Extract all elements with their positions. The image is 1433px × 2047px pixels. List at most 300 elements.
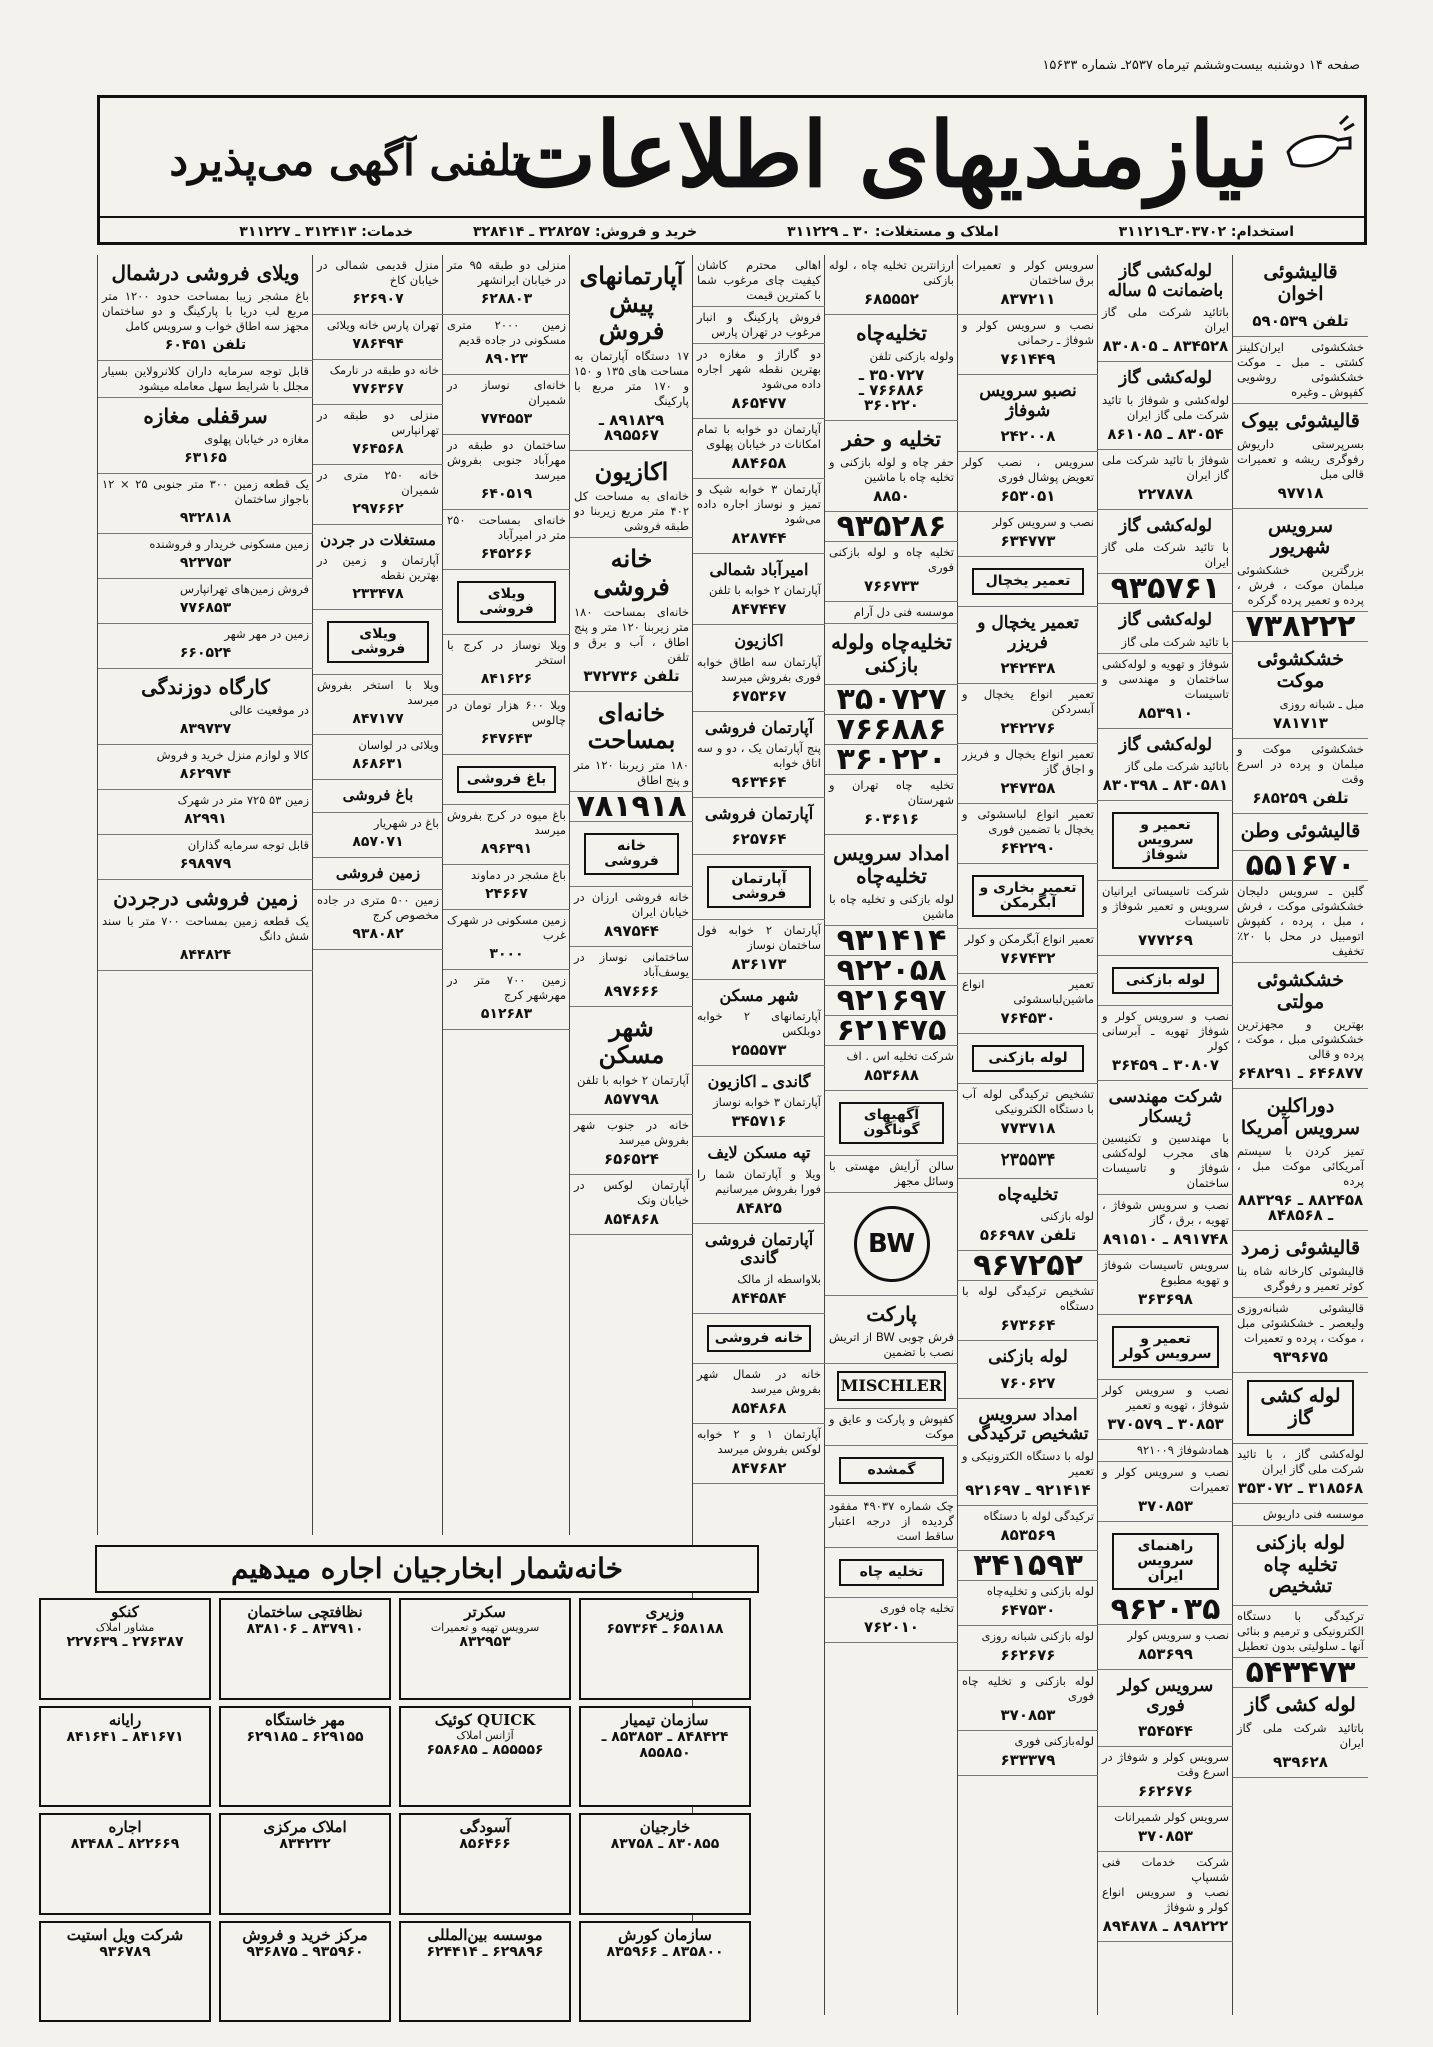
classified-ad [825, 1409, 958, 1446]
ad-phone: ۳۴۵۷۱۶ [731, 1112, 787, 1131]
ad-text: آپارتمان ۲ خوابه با تلفن [709, 583, 821, 598]
ad-headline: قالیشوئی زمرد [1240, 1237, 1361, 1260]
ad-phone: ۶۴۶۸۷۷ ـ ۶۴۸۲۹۱ [1237, 1064, 1364, 1083]
classified-ad [693, 855, 825, 920]
section-heading-box: تعمیر یخچال [972, 568, 1084, 595]
page-folio: صفحه ۱۴ دوشنبه بیست‌وششم تیرماه ۲۵۳۷ـ شماره ۱۵۶۳۳ [1042, 58, 1360, 73]
ad-headline: سرویس شهریور [1267, 514, 1334, 559]
classified-ad [1098, 1625, 1233, 1670]
ad-headline: تپه مسکن لایف [707, 1143, 811, 1163]
ad-phone: ۵۵۱۶۷۰ [1245, 847, 1356, 883]
ad-phone: تلفن ۶۰۴۵۱ [164, 337, 247, 353]
ad-phone: ۸۳۶۱۷۳ [731, 954, 787, 973]
ad-text: تعمیر انواع یخچال و آبسردکن [962, 687, 1094, 717]
ad-text: ساختمانی نوساز در یوسف‌آباد [574, 949, 689, 979]
classified-ad [825, 315, 958, 421]
ad-phone: ۲۵۵۵۷۳ [731, 1040, 787, 1059]
ad-text: لوله بازکنی و تخلیه چاه فوری [962, 1673, 1094, 1703]
display-ad-title: QUICK کوئیک [434, 1710, 536, 1729]
ad-headline: امداد سرویس تشخیص ترکیدگی [967, 1404, 1089, 1445]
classified-ad [693, 1137, 825, 1223]
ad-phone: ۲۴۲۰۰۸ [1000, 427, 1056, 446]
ad-text: باغ میوه در کرج بفروش میرسد [447, 808, 566, 837]
ad-headline: آپارتمان فروشی [704, 804, 814, 824]
ad-phone: ۶۶۲۶۷۶ [1138, 1782, 1193, 1801]
ad-text: لوله‌کشی و شوفاژ با تائید شرکت ملی گاز ایران [1102, 392, 1229, 422]
ad-text: تهران پارس خانه ویلائی [326, 318, 439, 332]
display-ad-phone: ۶۵۸۱۸۸ ـ ۶۵۷۳۶۴ [606, 1621, 724, 1637]
ad-phone: ۷۶۱۴۴۹ [1000, 350, 1056, 368]
classified-ad [98, 669, 313, 745]
section-heading-box: خانه فروشی [584, 833, 679, 875]
ad-text: منزلی دو طبقه در تهرانپارس [317, 408, 439, 437]
ad-text: زمین ۲۰۰۰ متری مسکونی در جاده قدیم [447, 318, 566, 347]
display-ad-title: سازمان تیمیار [621, 1710, 709, 1729]
ad-phone: ۸۶۵۴۷۷ [731, 394, 787, 412]
classified-ad [443, 970, 570, 1030]
display-ad [39, 1706, 211, 1808]
ad-headline: زمین فروشی [335, 863, 421, 882]
ad-text: قابل توجه سرمایه گذاران [187, 838, 309, 852]
classified-ad [443, 635, 570, 695]
ad-phone: ۸۶۲۹۷۴ [179, 766, 232, 782]
ad-phone: ۹۳۲۸۱۸ [179, 510, 232, 526]
ad-text: باغ مشجر زیبا بمساحت حدود ۱۲۰۰ متر مربع لب دریا با پارکینگ و دو ساختمان مجهز سه اطاق خواب و سرویس کامل [102, 289, 309, 333]
display-ad-phone: ۸۳۰۸۵۵ ـ ۸۳۷۵۸ [610, 1836, 720, 1852]
ad-phone: ۶۲۱۴۷۵ [836, 1013, 947, 1048]
display-ad [579, 1921, 751, 2023]
ad-phone: ۸۳۹۷۳۷ [179, 721, 232, 737]
column-9 [97, 255, 313, 1535]
display-ad-phone: ۹۳۶۷۸۹ [99, 1943, 151, 1960]
ad-text: مبل ـ شبانه روزی [1279, 696, 1364, 711]
classified-ad [1233, 847, 1368, 883]
ad-phone: ۸۸۵۰ [873, 487, 910, 505]
ad-phone: ۶۷۳۶۶۴ [1000, 1316, 1056, 1335]
ad-phone: ۳۷۰۸۵۳ [1138, 1497, 1193, 1516]
display-ad-title: موسسه بین‌المللی [427, 1925, 543, 1944]
ad-phone: ۳۴۱۵۹۳ [973, 1547, 1083, 1583]
classified-ad [1233, 509, 1368, 613]
classified-ad [1098, 510, 1233, 575]
classified-ad [1233, 1655, 1368, 1691]
ad-phone: ۳۰۸۰۷ ـ ۳۶۴۵۹ [1111, 1056, 1220, 1075]
ad-text: در موقعیت عالی [229, 703, 309, 717]
ad-text: تخلیه چاه فوری [879, 1601, 954, 1616]
classified-ad [570, 692, 693, 792]
ad-text: نصب و سرویس انواع کولر و شوفاژ [1102, 1885, 1229, 1915]
display-ad [399, 1813, 571, 1915]
classified-ad [1098, 1380, 1233, 1440]
ad-headline: باغ فروشی [342, 786, 414, 805]
display-ad-text: سرویس تهیه و تعمیرات [430, 1621, 540, 1634]
display-ad-phone: ۸۴۱۶۷۱ ـ ۸۴۱۶۴۱ [66, 1728, 184, 1745]
classified-ad [443, 315, 570, 375]
classified-ad [1098, 729, 1233, 802]
classified-ad [1098, 1670, 1233, 1747]
ad-text: آپارتمان لوکس در خیابان ونک [574, 1177, 689, 1207]
ad-headline: تخلیه‌چاه [997, 1184, 1059, 1205]
column-7 [442, 255, 570, 1535]
ad-phone: ۷۷۶۳۶۷ [352, 381, 404, 397]
display-ad [399, 1598, 571, 1700]
classified-ad [958, 1034, 1098, 1084]
classified-ad [825, 1091, 958, 1156]
ad-headline: لوله بازکنی [988, 1347, 1068, 1368]
ad-phone: ۸۴۷۶۸۲ [731, 1458, 787, 1477]
classified-ad [693, 554, 825, 625]
ad-text: زمین ۵۳ ۷۲۵ متر در شهرک [177, 793, 309, 807]
ad-phone: ۳۷۰۸۵۳ [1000, 1705, 1056, 1724]
ad-text: آپارتمان ۲ خوابه با تلفن [577, 1072, 689, 1087]
ad-headline: امیرآباد شمالی [709, 560, 809, 579]
ad-text: باغ در شهریار [373, 815, 439, 830]
display-ad-title: شرکت ویل استیت [66, 1925, 184, 1944]
classified-ad [1233, 814, 1368, 851]
display-ad-title: مرکز خرید و فروش [242, 1925, 368, 1944]
ad-text: آپارتمان ۱ و ۲ خوابه لوکس بفروش میرسد [697, 1426, 821, 1456]
ad-headline: گاندی ـ اکازیون [707, 1071, 811, 1091]
ad-text: شوفاژ و تهویه و لوله‌کشی ساختمان و مهندسی و تاسیسات [1102, 656, 1229, 701]
ad-text: ویلا ۶۰۰ هزار تومان در چالوس [447, 698, 566, 727]
classified-ad [1098, 1440, 1233, 1462]
section-heading-box: ویلای فروشی [327, 621, 429, 663]
ad-text: باتائید شرکت ملی گاز ایران [1102, 305, 1229, 335]
classified-ad [1098, 1807, 1233, 1852]
classified-ad [693, 419, 825, 479]
classified-ad [443, 865, 570, 910]
display-ad-phone: ۸۵۵۵۵۶ ـ ۶۵۸۶۸۵ [426, 1741, 544, 1758]
classified-ad [825, 923, 958, 958]
ad-text: تشخیص ترکیدگی لوله آب با دستگاه الکترونیکی [962, 1087, 1094, 1117]
classified-ad [98, 790, 313, 835]
ad-phone: ۷۶۴۵۶۸ [352, 441, 404, 457]
display-ad [219, 1921, 391, 2023]
ad-headline: مستغلات در جردن [320, 531, 436, 549]
classified-ad [570, 887, 693, 947]
classified-ad [1098, 1852, 1233, 1942]
ad-phone: ۶۵۶۵۲۴ [604, 1149, 659, 1168]
ad-phone: ۳۶۰۲۲۰ [836, 742, 947, 777]
ad-headline: لوله بازکنی تخلیه چاه تشخیص [1255, 1531, 1346, 1598]
display-ad-title: نظافتچی ساختمان [247, 1603, 363, 1621]
ad-text: با تائید شرکت ملی گاز ایران [1102, 540, 1229, 570]
ad-text: زمین ۵۰۰ متری در جاده مخصوص کرج [317, 892, 439, 922]
section-heading-box: آپارتمان فروشی [707, 866, 811, 908]
ad-text: ویلا نوساز در کرج با استخر [447, 638, 566, 667]
pointing-hand-icon [1278, 112, 1358, 192]
display-ad-phone: ۲۷۶۳۸۷ ـ ۲۲۷۶۳۹ [66, 1634, 184, 1650]
classified-ad [825, 742, 958, 777]
classified-ad [958, 1144, 1098, 1179]
display-ad [39, 1921, 211, 2023]
classified-ad [693, 1424, 825, 1484]
ad-text: سرویس کولر و تعمیرات برق ساختمان [962, 258, 1094, 287]
ad-phone: ۵۱۲۶۸۳ [480, 1006, 533, 1022]
ad-text: یک قطعه زمین بمساحت ۷۰۰ متر با سند شش دانگ [102, 914, 309, 943]
classified-ad [98, 624, 313, 669]
classified-ad [693, 712, 825, 798]
classified-ad [958, 1671, 1098, 1731]
ad-phone: ۸۹۱۷۴۸ ـ ۸۹۱۵۱۰ [1102, 1230, 1229, 1249]
classified-ad [958, 512, 1098, 557]
ad-text: حفر چاه و لوله بازکنی و تخلیه چاه با ماشین [829, 455, 954, 484]
ad-text: لوله بازکنی شبانه روزی [981, 1628, 1094, 1643]
ad-phone: ۸۸۲۴۵۸ ـ ۸۸۳۲۹۶ ـ ۸۴۸۵۶۸ [1237, 1191, 1364, 1225]
ad-phone: ۶۴۰۵۱۹ [480, 486, 533, 502]
ad-phone: ۲۳۳۴۷۸ [352, 586, 404, 603]
display-ad [219, 1598, 391, 1700]
classified-ad [958, 929, 1098, 974]
ad-text: شرکت تخلیه اس . اف [846, 1049, 954, 1063]
classified-ad [693, 344, 825, 419]
classified-ad [958, 315, 1098, 375]
ad-text: آپارتمانهای ۲ خوابه دوبلکس [697, 1008, 821, 1038]
ad-phone: ۹۲۳۷۵۳ [179, 555, 232, 571]
ad-phone: ۷۶۰۶۲۷ [1000, 1373, 1056, 1392]
ad-text: ویلا و آپارتمان شما را فورا بفروش میرسانیم [697, 1166, 821, 1196]
ad-headline: تخلیه‌چاه [856, 321, 927, 345]
classified-ad [443, 910, 570, 970]
classified-ad [570, 1175, 693, 1235]
classified-ad [98, 361, 313, 398]
section-heading-box: لوله بازکنی [1112, 967, 1219, 994]
phone-realestate: املاک و مستغلات: ۳۰ ـ ۳۱۱۲۲۹ [787, 224, 999, 240]
classified-ad [1233, 1504, 1368, 1526]
classified-ad [98, 579, 313, 624]
ad-text: ویلائی در لواسان [358, 738, 439, 753]
classified-ad [313, 525, 443, 610]
ad-phone: تلفن ۳۷۲۷۳۶ [583, 666, 680, 685]
classified-ad [1098, 450, 1233, 510]
ad-phone: ۸۴۴۵۸۴ [731, 1288, 787, 1307]
ad-phone: ۷۷۳۷۱۸ [1000, 1119, 1056, 1138]
ad-text: خانه دو طبقه در نارمک [329, 363, 439, 377]
ad-phone: ۶۷۵۳۶۷ [731, 686, 787, 705]
classified-ad [98, 255, 313, 361]
ad-text: یک قطعه زمین ۳۰۰ متر جنوبی ۲۵ × ۱۲ باجواز ساختمان [102, 477, 309, 506]
ad-text: ۱۷ دستگاه آپارتمان به مساحت های ۱۳۵ و ۱۵۰ و ۱۷۰ متر مربع با پارکینگ [574, 348, 689, 408]
classified-ad [825, 712, 958, 747]
ad-phone: ۸۳۰۵۸۱ ـ ۸۳۰۳۹۸ [1102, 776, 1229, 795]
display-ad-phone: ۸۳۷۹۱۰ ـ ۸۳۸۱۰۶ [246, 1621, 364, 1637]
ad-text: لوله بازکنی و تخلیه چاه با ماشین [829, 892, 954, 921]
classified-ad [1098, 956, 1233, 1006]
ad-phone: ۸۳۷۲۱۱ [1000, 290, 1056, 308]
classified-ad [693, 307, 825, 344]
ad-headline: پارکت [866, 1302, 917, 1326]
display-ad [399, 1921, 571, 2023]
ad-text: لوله بازکنی [1040, 1209, 1094, 1224]
ad-text: خانه‌ای بمساحت ۱۸۰ متر زیربنا ۱۲۰ متر و پنج اطاق ، آب و برق و تلفن [574, 604, 690, 664]
ad-phone: ۲۲۷۸۷۸ [1138, 484, 1193, 503]
ad-phone: ۲۴۷۳۵۸ [1000, 779, 1056, 798]
display-ad-phone: ۶۲۹۱۵۵ ـ ۶۲۹۱۸۵ [246, 1728, 364, 1745]
display-ad-title: رایانه [108, 1710, 142, 1729]
display-ad [219, 1813, 391, 1915]
ad-headline: قالیشوئی وطن [1240, 819, 1361, 842]
ad-text: تشخیص ترکیدگی لوله با دستگاه [962, 1284, 1094, 1314]
ad-headline: کارگاه دوزندگی [141, 675, 270, 699]
ad-phone: ۸۴۷۴۴۷ [731, 600, 787, 619]
classified-ad [825, 983, 958, 1018]
classified-ad [1233, 1444, 1368, 1504]
classified-ad [825, 953, 958, 988]
ad-phone: ۹۶۷۲۵۲ [973, 1248, 1083, 1284]
classified-ad [693, 1314, 825, 1364]
ad-headline: خشکشوئی مولتی [1256, 968, 1345, 1013]
display-ad [579, 1813, 751, 1915]
ad-phone: ۸۹۶۳۹۱ [480, 841, 533, 857]
ad-text: موسسه فنی دل آرام [853, 605, 954, 619]
ad-headline: سرویس کولر فوری [1117, 1676, 1214, 1716]
display-ad-phone: ۸۴۸۴۲۴ ـ ۸۵۳۸۵۳ ـ ۸۵۵۸۵۰ [601, 1728, 729, 1761]
ad-text: خانه‌ای به مساحت کل ۴۰۲ متر مربع زیربنا دو طبقه فروشی [574, 489, 689, 534]
ad-text: سرویس کولر شمیرانات [1114, 1810, 1229, 1825]
classified-ad [443, 570, 570, 635]
classified-ad [570, 1007, 693, 1115]
classified-ad [825, 602, 958, 624]
classified-ad [825, 1496, 958, 1548]
classified-ad [958, 1547, 1098, 1583]
ad-text: سالن آرایش مهستی با وسائل مجهز [829, 1159, 954, 1188]
ad-text: بسرپرستی داریوش رفوگری ریشه و تعمیرات قالی مبل [1237, 436, 1364, 481]
classified-ad [443, 435, 570, 510]
classified-ad [825, 421, 958, 512]
classified-ad [1233, 642, 1368, 739]
ad-text: خانه‌ای نوساز در شمیران [447, 378, 566, 407]
classified-ad [825, 1296, 958, 1364]
ad-headline: اکازیون [594, 456, 669, 486]
classified-ad [958, 1084, 1098, 1144]
classified-ad [313, 610, 443, 675]
ad-phone: ۵۴۳۴۷۳ [1245, 1655, 1356, 1691]
classified-ad [1098, 881, 1233, 956]
ad-text: با مهندسین و تکنیسین های مجرب لوله‌کشی شوفاژ و تاسیسات ساختمان [1102, 1131, 1229, 1191]
ad-text: خانه در جنوب شهر بفروش میرسد [574, 1117, 689, 1147]
ad-phone: ۶۶۲۶۷۶ [1000, 1645, 1056, 1664]
ad-phone: ۶۰۳۶۱۶ [864, 810, 919, 828]
classified-ad [693, 625, 825, 711]
ad-phone: ۷۶۴۵۳۰ [1000, 1009, 1056, 1028]
ad-text: موسسه فنی داریوش [1262, 1506, 1364, 1521]
ad-text: سرویس ، نصب کولر تعویض پوشال فوری [962, 455, 1094, 485]
ad-text: نصب و سرویس کولر [1127, 1628, 1229, 1643]
section-heading-box: راهنمای سرویس ایران [1112, 1533, 1219, 1590]
ad-headline: اکازیون [734, 631, 784, 651]
ad-text: تعمیر انواع آبگرمکن و کولر [964, 932, 1094, 947]
ad-phone: ۸۹۱۸۲۹ ـ ۸۹۵۵۶۷ [598, 410, 665, 444]
ad-phone: ۹۲۱۶۹۷ [836, 983, 947, 1018]
ad-phone: ۸۴۱۶۲۶ [480, 671, 533, 687]
classified-ad [570, 822, 693, 887]
classified-ad [958, 864, 1098, 929]
ad-headline: لوله‌کشی گاز باضمانت ۵ ساله [1107, 261, 1224, 301]
ad-headline: قالیشوئی اخوان [1263, 261, 1338, 305]
ad-text: دو گاراژ و مغازه در بهترین نقطه شهر اجاره داده می‌شود [697, 347, 821, 391]
column-2 [1097, 255, 1233, 2015]
ad-phone: ۷۸۱۹۱۸ [576, 788, 687, 824]
ad-text: ولوله بازکنی تلفن [869, 349, 954, 363]
ad-phone: ۷۳۸۲۲۲ [1245, 609, 1356, 645]
ad-phone: ۸۸۴۶۵۸ [731, 454, 787, 472]
classified-ad [1098, 1522, 1233, 1628]
ad-headline: تخلیه‌چاه ولوله بازکنی [831, 630, 952, 677]
ad-phone: ۸۳۰۵۴ ـ ۸۶۱۰۸۵ [1107, 424, 1224, 443]
ad-text: باغ مشجر در دماوند [471, 868, 566, 882]
ad-phone: ۷۸۱۷۱۳ [1273, 713, 1328, 732]
section-heading-box: باغ فروشی [457, 766, 556, 793]
classified-ad [693, 980, 825, 1066]
ad-text: ترکیدگی با دستگاه الکترونیکی و ترمیم و بنائی آنها ـ سلولیتی بدون تعطیل [1237, 1609, 1364, 1654]
display-ad-title: کنکو [111, 1603, 139, 1621]
column-3 [957, 255, 1098, 2015]
ad-text: نصب و سرویس کولر و شوفاژ ـ رحمانی [962, 318, 1094, 347]
ad-phone: ۳۰۸۵۳ ـ ۳۷۰۵۷۹ [1107, 1415, 1224, 1434]
classified-ad [958, 375, 1098, 452]
ad-text: فروش پارکینگ و انبار مرغوب در تهران پارس [697, 310, 821, 339]
ad-phone: تلفن ۵۹۰۵۳۹ [1252, 311, 1349, 330]
classified-ad [1098, 604, 1233, 654]
classified-ad [313, 315, 443, 360]
display-ad-phone: ۸۳۲۹۵۳ [459, 1634, 511, 1650]
masthead-subtitle: تلفنی آگهی می‌پذیرد [169, 136, 524, 185]
classified-ad [1233, 963, 1368, 1090]
phone-trade: خرید و فروش: ۳۲۸۲۵۷ ـ ۳۲۸۴۱۴ [473, 224, 698, 240]
classified-ad [98, 534, 313, 579]
ad-headline: لوله‌کشی گاز [1118, 734, 1213, 755]
bw-logo: BW [854, 1206, 930, 1282]
section-heading-box: خانه فروشی [707, 1325, 811, 1352]
display-ad [399, 1706, 571, 1808]
ad-phone: ۹۲۲۰۵۸ [836, 953, 947, 988]
ad-phone: ۹۲۱۴۱۴ ـ ۹۲۱۶۹۷ [965, 1480, 1091, 1499]
classified-ad [1233, 1231, 1368, 1298]
classified-ad [313, 255, 443, 315]
ad-text: تمیز کردن با سیستم آمریکائی موکت مبل ، پرده [1237, 1144, 1364, 1189]
ad-phone: ۲۴۶۶۷ [485, 886, 528, 902]
ad-phone: ۹۳۵۷۶۱ [1110, 571, 1221, 607]
ad-phone: ۹۳۵۲۸۶ [836, 509, 947, 544]
ad-phone: ۶۴۵۲۶۶ [480, 546, 533, 562]
ad-headline: نصبو سرویس شوفاژ [979, 381, 1077, 421]
ad-phone: ۶۵۳۰۵۱ [1000, 487, 1056, 506]
classified-ad [313, 405, 443, 465]
classified-ad [1098, 571, 1233, 607]
ad-headline: آپارتمان فروشی [704, 717, 814, 737]
ad-phone: ۶۸۵۵۵۲ [864, 290, 919, 308]
ad-text: ویلا با استخر بفروش میرسد [317, 678, 439, 708]
ad-phone: ۲۹۷۶۶۲ [352, 501, 404, 517]
ad-phone: ۹۷۷۱۸ [1277, 483, 1324, 502]
classified-ad [443, 510, 570, 570]
classified-ad [825, 1598, 958, 1643]
ad-phone: تلفن ۶۸۵۲۵۹ [1252, 788, 1349, 807]
ad-phone: ۸۴۴۸۲۴ [179, 947, 232, 963]
ad-text: مغازه در خیابان پهلوی [204, 432, 309, 446]
classified-ad [98, 745, 313, 790]
classified-ad [958, 1399, 1098, 1506]
classified-ad [1098, 1747, 1233, 1807]
classified-ad [1233, 881, 1368, 963]
classified-ad [98, 880, 313, 971]
ad-phone: ۳۵۰۷۲۷ [836, 682, 947, 717]
ad-text: شوفاژ با تائید شرکت ملی گاز ایران [1102, 452, 1229, 482]
classified-ad [570, 947, 693, 1007]
ad-text: فروش زمین‌های تهرانپارس [179, 582, 309, 596]
ad-text: شرکت خدمات فنی شسپاپ [1102, 1855, 1229, 1885]
ad-phone: ۸۵۳۶۹۹ [1138, 1645, 1193, 1664]
